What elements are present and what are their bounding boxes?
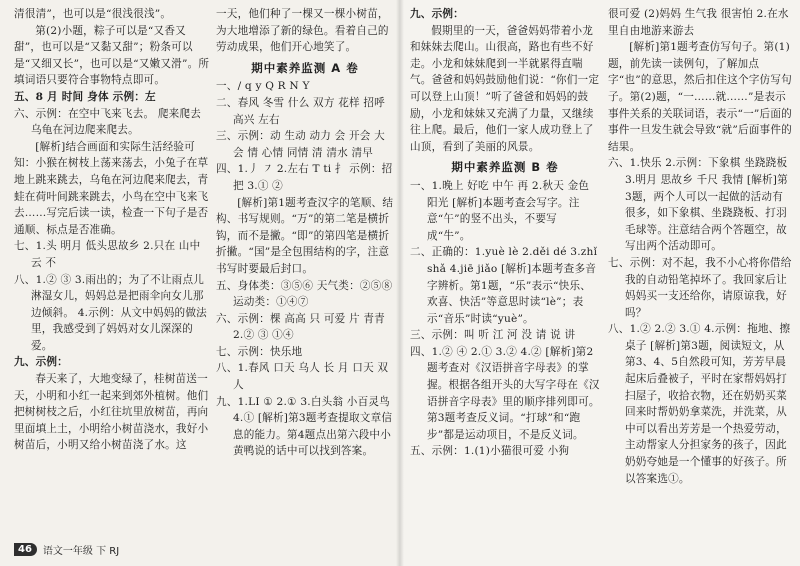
- analysis-text: [解析]结合画面和实际生活经验可知：小猴在树枝上荡来荡去，小兔子在草地上跳来跳去，乌龟在河边爬来爬去，青蛙在荷叶间跳来跳去，小鸟在空中飞来飞去……写完后读一读，检查一下句子是否通顺、标点是否准确。: [14, 140, 209, 236]
- essay-text: 假期里的一天，爸爸妈妈带着小龙和妹妹去爬山。山很高，路也有些不好走。小龙和妹妹爬到一半就累得直喘气。爸爸和妈妈鼓励他们说：“你们一定可以登上山顶！”听了爸爸和妈妈的鼓励，小龙和妹妹又充满了力量，又继续往上爬。最后，他们一家人成功登上了山顶，看到了美丽的风景。: [410, 24, 600, 153]
- right-page: [400, 0, 800, 566]
- answer-item-4: 四、1.丿 ㇇ 2.左右 T ti 扌 示例：招把 3.① ②: [216, 163, 393, 192]
- analysis-text: [解析]第1题考查仿写句子。第(1)题，前先读一读例句，了解加点字“也”的意思，然后扣住这个字仿写句子。第(2)题，“一……就……”是表示事件关系的关联词语，表示“一”后面的事件一旦发生就会导致“就”后面事件的结果。: [608, 41, 792, 153]
- answer-item-1: 一、/ q y Q R N Y: [216, 80, 310, 93]
- answer-item-1: 一、1.晚上 好吃 中午 再 2.秋天 金色 阳光 [解析]本题考查会写字。注意“午”的竖不出头，不要写成“牛”。: [410, 179, 590, 242]
- answer-item-2: 二、春风 冬雪 什么 双方 花样 招呼 高兴 左右: [216, 96, 385, 126]
- answer-item-4: 四、1.② ④ 2.① 3.② 4.② [解析]第2题考查对《汉语拼音字母表》的掌握。根据各组开头的大写字母在《汉语拼音字母表》里的顺序排列即可。第3题考查反义词。“打球”和“跑步”都是运动项目，不是反义词。: [410, 345, 600, 441]
- essay-continuation: 一天，他们种了一棵又一棵小树苗，为大地增添了新的绿色。看着自己的劳动成果，他们开心地笑了。: [216, 8, 389, 54]
- answer-item-6: 六、1.快乐 2.示例：下象棋 坐跷跷板 3.明月 思故乡 千尺 我情 [解析]第3题，两个人可以一起做的活动有很多，如下象棋、坐跷跷板、打羽毛球等。注意结合两个答题空，故写出两个活动即可。: [608, 157, 788, 253]
- answer-continuation: 很可爱 (2)妈妈 生气我 很害怕 2.在水里自由地游来游去: [608, 8, 789, 37]
- page-number: 46: [14, 543, 37, 556]
- answer-item-5: 五、身体类：③⑤⑥ 天气类：②⑤⑧ 运动类：①④⑦: [216, 279, 393, 309]
- answer-item-8: 八、1.② 2.② 3.① 4.示例：拖地、擦桌子 [解析]第3题，阅读短文，从第3、4、5自然段可知，芳芳早晨起床后叠被子，平时在家帮妈妈打扫屋子，收拾衣物，还在奶奶买菜回来时帮奶奶拿菜洗，并洗菜，从中可以看出芳芳是一个热爱劳动，主动帮家人分担家务的孩子，因此奶奶夸她是一个懂事的好孩子。所以答案选①。: [608, 323, 791, 485]
- answer-item-6: 六、示例：棵 高高 只 可爱 片 青青 2.② ③ ①④: [216, 312, 385, 342]
- book-label: 语文一年级 下 RJ: [42, 545, 120, 557]
- answer-line: 第(2)小题，粽子可以是“又香又甜”，也可以是“又黏又甜”；粉条可以是“又细又长”，也可以是“又嫩又滑”。所填词语只要符合事物特点即可。: [14, 24, 210, 87]
- answer-item-9: 九、示例：: [14, 356, 68, 369]
- essay-text: 春天来了，大地变绿了，桂树苗送一天，小明和小红一起来到郊外植树。他们把树树枝之后，小红往坑里放树苗，再向里面填上土，小明给小树苗浇水，我好小树苗后，小明又给小树苗浇了水。这: [14, 373, 209, 452]
- answer-item-3: 三、示例：叫 听 江 河 没 请 说 讲: [410, 329, 576, 342]
- section-title-b: 期中素养监测 B 卷: [451, 160, 559, 175]
- answer-item-9: 九、示例：: [410, 8, 464, 20]
- answer-column-2: [216, 6, 394, 546]
- section-title-a: 期中素养监测 A 卷: [251, 60, 359, 75]
- answer-column-3: [410, 6, 600, 546]
- answer-item-5: 五、8 月 时间 身体 示例：左: [14, 90, 156, 103]
- answer-item-7: 七、示例：快乐地: [216, 345, 303, 358]
- answer-line: 清很清”，也可以是“很浅很浅”。: [14, 8, 172, 20]
- answer-item-7: 七、示例：对不起，我不小心将你借给我的自动铅笔掉坏了。我回家后让妈妈买一支还给你，请原谅我，好吗？: [608, 256, 792, 319]
- answer-column-4: [608, 6, 792, 546]
- answer-item-9: 九、1.LI ① 2.① 3.白头翁 小百灵鸟 4.① [解析]第3题考查提取文章信息的能力。第4题点出第六段中小黄鸭说的话中可以找到答案。: [216, 395, 393, 458]
- answer-item-6: 六、示例：在空中飞来飞去。 爬来爬去 乌龟在河边爬来爬去。: [14, 107, 202, 137]
- answer-item-8: 八、1.春风 口天 乌人 长 月 口天 双人: [216, 362, 389, 392]
- answer-item-7: 七、1.头 明月 低头思故乡 2.只在 山中 云 不: [14, 240, 201, 269]
- answer-item-3: 三、示例：动 生动 动力 会 开会 大会 情 心情 同情 清 清水 清早: [216, 130, 385, 159]
- book-spine-shadow: [396, 0, 404, 566]
- answer-item-2: 二、正确的：1.yuè lè 2.děi dé 3.zhǐ shǎ 4.jiē jiǎo [解析]本题考查多音字辨析。第1题，“乐”表示“快乐、欢喜、快活”等意思时读“lè”；表示“音乐”时读“yuè”。: [410, 246, 598, 325]
- page-footer: [14, 540, 119, 558]
- answer-column-1: [14, 6, 210, 546]
- answer-item-5: 五、示例：1.(1)小猫很可爱 小狗: [410, 445, 570, 458]
- answer-item-8: 八、1.② ③ 3.雨出的；为了不让雨点儿淋湿女儿，妈妈总是把雨伞向女儿那边倾斜。 4.示例：从文中妈妈的做法里，我感受到了妈妈对女儿深深的爱。: [14, 273, 207, 352]
- analysis-text: [解析]第1题考查汉字的笔顺、结构、书写规则。“万”的第二笔是横折钩，而不是撇。“即”的第四笔是横折折撇。“国”是全包围结构的字，注意书写时要最后封口。: [216, 196, 394, 275]
